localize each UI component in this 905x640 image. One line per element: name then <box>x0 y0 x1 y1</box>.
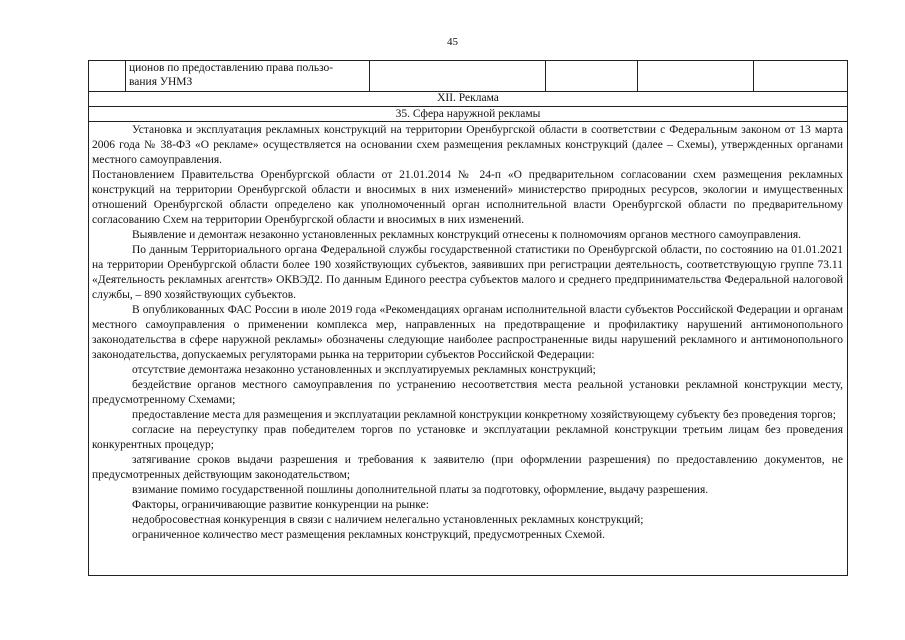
section-heading: XII. Реклама <box>89 91 847 107</box>
page-number: 45 <box>447 36 458 48</box>
paragraph: В опубликованных ФАС России в июле 2019 года «Рекомендациях органам исполнительной власти субъектов Российской Федерации и органам местного самоуправления о применении комплекса мер, направленных на предотвращение и профилактику нарушений антимонопольного законодательства в сфере наружной рекламы» обозначены следующие наиболее распространенные виды нарушений рекламного и антимонопольного законодательства, допускаемых регуляторами рынка на территории субъектов Российской Федерации: <box>92 304 843 361</box>
column-divider <box>545 61 546 91</box>
list-item: ограниченное количество мест размещения рекламных конструкций, предусмотренных Схемой. <box>132 529 605 541</box>
section-body <box>92 123 843 543</box>
top-row-cell-text <box>129 62 365 89</box>
list-item: отсутствие демонтажа незаконно установленных и эксплуатируемых рекламных конструкций; <box>132 364 596 376</box>
list-item: затягивание сроков выдачи разрешения и требования к заявителю (при оформлении разрешения) по предоставлению документов, не предусмотренных действующим законодательством; <box>92 454 843 481</box>
column-divider <box>753 61 754 91</box>
top-row-text-line2: вания УНМЗ <box>129 75 193 88</box>
paragraph: По данным Территориального органа Федеральной службы государственной статистики по Оренбургской области, по состоянию на 01.01.2021 на территории Оренбургской области более 190 хозяйствующих субъектов, заявивших при регистрации деятельность, соответствующую группе 73.11 «Деятельность рекламных агентств» ОКВЭД2. По данным Единого реестра субъектов малого и среднего предпринимательства Федеральной налоговой службы, – 890 хозяйствующих субъектов. <box>92 244 843 301</box>
list-item: взимание помимо государственной пошлины дополнительной платы за подготовку, оформление, выдачу разрешения. <box>132 484 709 496</box>
list-item: недобросовестная конкуренция в связи с наличием нелегально установленных рекламных конструкций; <box>132 514 644 526</box>
column-divider <box>637 61 638 91</box>
top-row-text-line1: ционов по предоставлению права пользо- <box>129 62 334 74</box>
paragraph: Постановлением Правительства Оренбургской области от 21.01.2014 № 24-п «О предварительном согласовании схем размещения рекламных конструкций на территории Оренбургской области и вносимых в них изменений» министерство природных ресурсов, экологии и имущественных отношений Оренбургской области определено как уполномоченный орган исполнительной власти Оренбургской области по предварительному согласованию Схем на территории Оренбургской области и вносимых в них изменений. <box>92 169 843 226</box>
list-item: предоставление места для размещения и эксплуатации рекламной конструкции конкретному хозяйствующему субъекту без проведения торгов; <box>132 409 836 421</box>
subsection-heading: 35. Сфера наружной рекламы <box>89 107 847 122</box>
column-divider <box>125 61 126 91</box>
paragraph: Выявление и демонтаж незаконно установленных рекламных конструкций отнесены к полномочиям органов местного самоуправления. <box>132 229 802 241</box>
paragraph: Факторы, ограничивающие развитие конкуренции на рынке: <box>132 499 429 511</box>
list-item: бездействие органов местного самоуправления по устранению несоответствия места реальной установки рекламной конструкции месту, предусмотренному Схемами; <box>92 379 843 406</box>
list-item: согласие на переуступку прав победителем торгов по установке и эксплуатации рекламной конструкции третьим лицам без проведения конкурентных процедур; <box>92 424 843 451</box>
document-table <box>88 60 848 576</box>
paragraph: Установка и эксплуатация рекламных конструкций на территории Оренбургской области в соответствии с Федеральным законом от 13 марта 2006 года № 38-ФЗ «О рекламе» осуществляется на основании схем размещения рекламных конструкций (далее – Схемы), утвержденных органами местного самоуправления. <box>92 124 843 166</box>
column-divider <box>369 61 370 91</box>
table-top-row <box>89 61 847 92</box>
